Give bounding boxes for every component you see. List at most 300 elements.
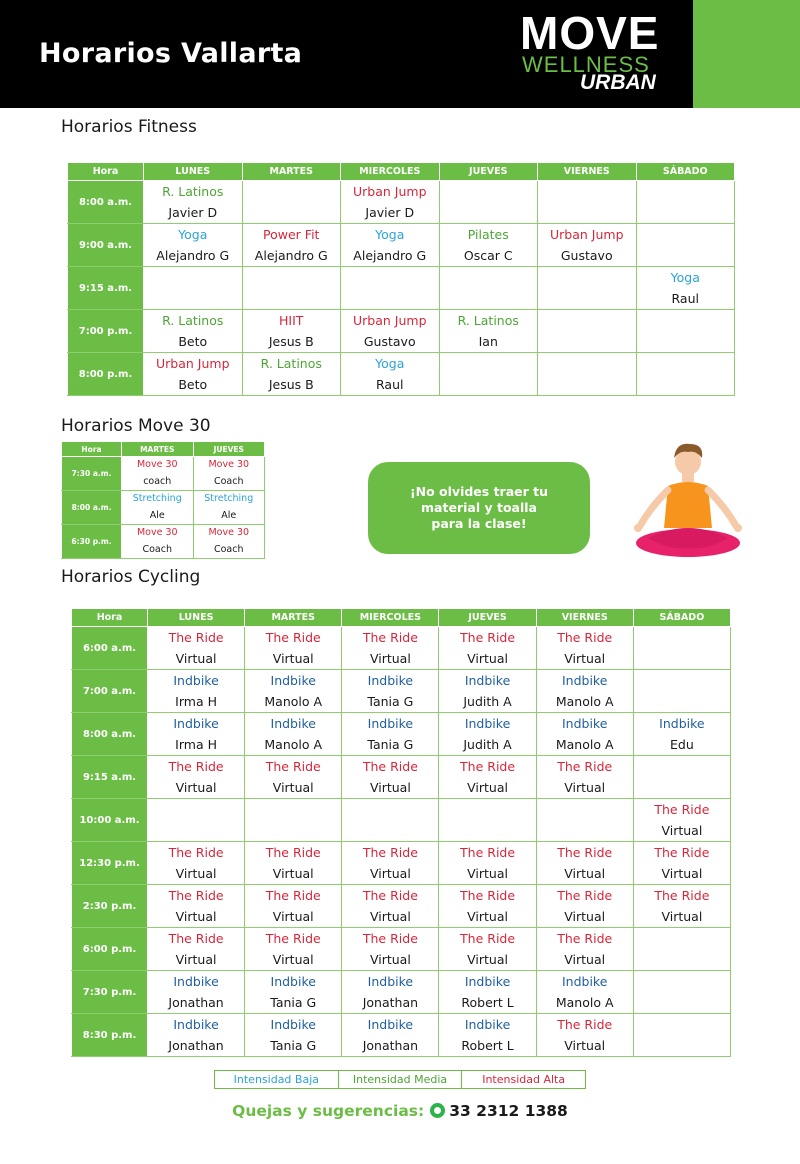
instructor-name — [245, 820, 341, 841]
instructor-name: Manolo A — [555, 737, 614, 752]
instructor-name: Beto — [178, 334, 208, 349]
class-name: The Ride — [557, 759, 613, 774]
instructor-name — [634, 949, 730, 970]
schedule-cell — [245, 627, 342, 670]
instructor-name — [439, 820, 535, 841]
class-name: The Ride — [168, 888, 224, 903]
instructor-name: Beto — [178, 377, 208, 392]
class-name — [637, 353, 735, 374]
class-name — [341, 267, 439, 288]
instructor-name: Irma H — [175, 737, 217, 752]
schedule-cell — [536, 799, 633, 842]
instructor-name: Manolo A — [555, 995, 614, 1010]
fitness-section-title: Horarios Fitness — [61, 117, 197, 137]
reminder-line-2: material y toalla — [421, 500, 537, 515]
instructor-name: Coach — [213, 475, 244, 487]
time-slot-label: 7:00 a.m. — [72, 670, 148, 713]
schedule-cell — [148, 713, 245, 756]
schedule-cell — [342, 971, 439, 1014]
schedule-cell — [144, 224, 243, 267]
schedule-cell — [342, 756, 439, 799]
schedule-cell — [341, 181, 440, 224]
schedule-cell — [439, 267, 538, 310]
instructor-name: Virtual — [564, 651, 606, 666]
schedule-cell — [148, 1014, 245, 1057]
schedule-cell — [122, 491, 194, 525]
page-title: Horarios Vallarta — [39, 38, 303, 69]
header-accent-block — [693, 0, 800, 108]
instructor-name: Virtual — [175, 651, 217, 666]
schedule-cell — [439, 799, 536, 842]
instructor-name: Javier D — [168, 205, 218, 220]
time-slot-label: 7:00 p.m. — [68, 310, 144, 353]
footer-phone[interactable]: 33 2312 1388 — [449, 1102, 568, 1120]
column-header: MARTES — [242, 163, 341, 181]
instructor-name: Virtual — [467, 866, 508, 881]
column-header: Hora — [72, 609, 148, 627]
class-name: The Ride — [362, 888, 418, 903]
instructor-name: Virtual — [175, 909, 217, 924]
class-name — [243, 267, 341, 288]
reminder-line-3: para la clase! — [431, 516, 527, 531]
move30-schedule-table — [61, 441, 265, 559]
schedule-cell — [148, 885, 245, 928]
instructor-name: Jonathan — [168, 1038, 224, 1053]
class-name: R. Latinos — [260, 356, 322, 371]
instructor-name: Virtual — [467, 651, 508, 666]
class-name: Indbike — [270, 673, 316, 688]
class-name — [538, 181, 636, 202]
column-header: VIERNES — [536, 609, 633, 627]
class-name: The Ride — [265, 888, 321, 903]
fitness-schedule-table — [67, 162, 735, 396]
schedule-cell — [245, 670, 342, 713]
column-header: JUEVES — [439, 163, 538, 181]
schedule-cell — [439, 627, 536, 670]
instructor-name — [538, 331, 636, 352]
class-name: Yoga — [178, 227, 208, 242]
schedule-cell — [342, 1014, 439, 1057]
footer-contact — [0, 1102, 800, 1120]
schedule-cell — [633, 842, 730, 885]
schedule-cell — [538, 224, 637, 267]
column-header: MARTES — [245, 609, 342, 627]
class-name: The Ride — [362, 759, 418, 774]
class-name — [538, 310, 636, 331]
instructor-name — [637, 202, 735, 223]
instructor-name — [637, 245, 735, 266]
class-name: The Ride — [557, 888, 613, 903]
schedule-cell — [242, 353, 341, 396]
class-name — [342, 799, 438, 820]
schedule-cell — [439, 353, 538, 396]
schedule-cell — [633, 627, 730, 670]
instructor-name — [537, 820, 633, 841]
schedule-cell — [538, 181, 637, 224]
instructor-name — [637, 374, 735, 395]
schedule-row — [62, 525, 265, 559]
class-name: Indbike — [173, 1017, 219, 1032]
instructor-name: Virtual — [272, 866, 314, 881]
brand-logo — [520, 7, 670, 100]
time-slot-label: 6:30 p.m. — [62, 525, 122, 559]
class-name: Indbike — [464, 716, 511, 731]
class-name: The Ride — [654, 845, 710, 860]
schedule-cell — [536, 1014, 633, 1057]
schedule-cell — [633, 713, 730, 756]
schedule-cell — [536, 670, 633, 713]
instructor-name — [538, 288, 636, 309]
schedule-cell — [342, 842, 439, 885]
instructor-name: Coach — [142, 543, 172, 555]
schedule-cell — [245, 1014, 342, 1057]
class-name: Urban Jump — [353, 313, 427, 328]
class-name — [634, 928, 730, 949]
instructor-name: Edu — [670, 737, 694, 752]
class-name: The Ride — [557, 845, 613, 860]
class-name: Indbike — [173, 716, 219, 731]
schedule-cell — [341, 267, 440, 310]
class-name — [634, 670, 730, 691]
schedule-cell — [122, 525, 194, 559]
schedule-cell — [148, 670, 245, 713]
instructor-name — [440, 288, 538, 309]
column-header: JUEVES — [439, 609, 536, 627]
instructor-name: Virtual — [272, 952, 314, 967]
instructor-name: Virtual — [369, 952, 411, 967]
class-name: Urban Jump — [353, 184, 427, 199]
time-slot-label: 9:15 a.m. — [72, 756, 148, 799]
schedule-row — [62, 457, 265, 491]
schedule-cell — [245, 928, 342, 971]
instructor-name — [243, 288, 341, 309]
time-slot-label: 7:30 p.m. — [72, 971, 148, 1014]
schedule-row — [68, 310, 735, 353]
class-name — [637, 224, 735, 245]
logo-move-text: MOVE — [520, 7, 660, 59]
time-slot-label: 12:30 p.m. — [72, 842, 148, 885]
schedule-cell — [538, 310, 637, 353]
schedule-cell — [439, 181, 538, 224]
class-name — [637, 310, 735, 331]
schedule-cell — [242, 267, 341, 310]
schedule-cell — [242, 224, 341, 267]
schedule-cell — [245, 799, 342, 842]
class-name — [440, 181, 538, 202]
time-slot-label: 6:00 a.m. — [72, 627, 148, 670]
time-slot-label: 8:30 p.m. — [72, 1014, 148, 1057]
footer-label: Quejas y sugerencias: — [232, 1102, 425, 1120]
schedule-cell — [342, 670, 439, 713]
cycling-section-title: Horarios Cycling — [61, 567, 201, 587]
class-name — [634, 971, 730, 992]
schedule-cell — [245, 971, 342, 1014]
instructor-name: Virtual — [175, 952, 217, 967]
schedule-row — [72, 928, 731, 971]
logo-wellness-text: WELLNESS — [522, 52, 650, 77]
instructor-name: Ian — [478, 334, 498, 349]
class-name: Yoga — [670, 270, 700, 285]
instructor-name — [144, 288, 242, 309]
schedule-cell — [633, 1014, 730, 1057]
class-name: The Ride — [168, 759, 224, 774]
schedule-cell — [193, 491, 265, 525]
schedule-cell — [242, 181, 341, 224]
schedule-cell — [148, 627, 245, 670]
schedule-cell — [636, 353, 735, 396]
logo-urban-text: URBAN — [580, 71, 656, 94]
column-header: JUEVES — [193, 442, 265, 457]
schedule-cell — [439, 971, 536, 1014]
instructor-name — [634, 1035, 730, 1056]
schedule-cell — [148, 971, 245, 1014]
column-header: LUNES — [144, 163, 243, 181]
class-name: Urban Jump — [156, 356, 230, 371]
class-name: Yoga — [375, 227, 405, 242]
class-name: Indbike — [561, 673, 608, 688]
class-name: Move 30 — [208, 527, 250, 538]
class-name: Indbike — [464, 673, 511, 688]
schedule-cell — [144, 310, 243, 353]
instructor-name: Manolo A — [264, 694, 323, 709]
schedule-row — [72, 799, 731, 842]
class-name: Indbike — [270, 1017, 316, 1032]
column-header: LUNES — [148, 609, 245, 627]
time-slot-label: 2:30 p.m. — [72, 885, 148, 928]
class-name: Indbike — [367, 974, 414, 989]
class-name — [243, 181, 341, 202]
column-header: MARTES — [122, 442, 194, 457]
schedule-row — [68, 224, 735, 267]
class-name — [637, 181, 735, 202]
schedule-cell — [148, 799, 245, 842]
instructor-name: Virtual — [564, 909, 606, 924]
schedule-cell — [536, 627, 633, 670]
schedule-cell — [439, 928, 536, 971]
class-name: The Ride — [460, 759, 516, 774]
time-slot-label: 8:00 a.m. — [62, 491, 122, 525]
instructor-name: Gustavo — [363, 334, 416, 349]
move30-section-title: Horarios Move 30 — [61, 416, 211, 436]
schedule-cell — [538, 353, 637, 396]
yoga-figure-illustration — [628, 438, 748, 562]
schedule-cell — [536, 928, 633, 971]
class-name: Indbike — [659, 716, 705, 731]
schedule-cell — [633, 928, 730, 971]
schedule-row — [72, 756, 731, 799]
instructor-name: Javier D — [365, 205, 415, 220]
schedule-cell — [342, 627, 439, 670]
schedule-cell — [636, 267, 735, 310]
schedule-cell — [122, 457, 194, 491]
class-name: Indbike — [270, 974, 316, 989]
class-name: The Ride — [654, 888, 710, 903]
schedule-cell — [636, 224, 735, 267]
schedule-cell — [439, 885, 536, 928]
instructor-name: Raul — [376, 377, 404, 392]
class-name: HIIT — [279, 313, 304, 328]
schedule-row — [72, 713, 731, 756]
instructor-name: Alejandro G — [254, 248, 328, 263]
class-name: Indbike — [561, 974, 608, 989]
class-name: Indbike — [367, 1017, 414, 1032]
instructor-name — [637, 331, 735, 352]
class-name: The Ride — [168, 931, 224, 946]
schedule-cell — [342, 799, 439, 842]
instructor-name: Tania G — [367, 694, 414, 709]
class-name — [538, 353, 636, 374]
time-slot-label: 9:15 a.m. — [68, 267, 144, 310]
instructor-name: Tania G — [367, 737, 414, 752]
class-name: Indbike — [464, 1017, 511, 1032]
legend-medium: Intensidad Media — [339, 1071, 463, 1088]
class-name: The Ride — [557, 1017, 613, 1032]
class-name: Indbike — [270, 716, 316, 731]
instructor-name — [538, 374, 636, 395]
class-name: The Ride — [362, 845, 418, 860]
schedule-row — [68, 353, 735, 396]
class-name: The Ride — [460, 630, 516, 645]
schedule-cell — [439, 1014, 536, 1057]
class-name — [148, 799, 244, 820]
instructor-name: Gustavo — [560, 248, 613, 263]
time-slot-label: 7:30 a.m. — [62, 457, 122, 491]
class-name: The Ride — [265, 845, 321, 860]
instructor-name: Irma H — [175, 694, 217, 709]
schedule-cell — [633, 799, 730, 842]
class-name: Indbike — [173, 673, 219, 688]
class-name: The Ride — [460, 888, 516, 903]
instructor-name: Robert L — [461, 1038, 514, 1053]
instructor-name: Virtual — [369, 651, 411, 666]
schedule-cell — [342, 928, 439, 971]
instructor-name: Virtual — [467, 780, 508, 795]
instructor-name — [148, 820, 244, 841]
class-name: Indbike — [464, 974, 511, 989]
class-name — [439, 799, 535, 820]
class-name — [440, 353, 538, 374]
schedule-cell — [245, 756, 342, 799]
class-name: R. Latinos — [162, 313, 224, 328]
schedule-row — [62, 491, 265, 525]
instructor-name — [538, 202, 636, 223]
class-name: Pilates — [467, 227, 509, 242]
instructor-name: Ale — [149, 509, 165, 521]
instructor-name: Virtual — [661, 909, 703, 924]
reminder-banner — [368, 462, 590, 554]
time-slot-label: 8:00 a.m. — [68, 181, 144, 224]
class-name: Yoga — [375, 356, 405, 371]
instructor-name: Tania G — [270, 995, 317, 1010]
column-header: Hora — [68, 163, 144, 181]
column-header: SÁBADO — [636, 163, 735, 181]
class-name: The Ride — [265, 630, 321, 645]
schedule-cell — [245, 713, 342, 756]
class-name: The Ride — [168, 845, 224, 860]
class-name: The Ride — [557, 931, 613, 946]
instructor-name: Virtual — [369, 866, 411, 881]
instructor-name: Jonathan — [362, 1038, 419, 1053]
legend-low: Intensidad Baja — [215, 1071, 339, 1088]
schedule-cell — [148, 928, 245, 971]
instructor-name — [243, 202, 341, 223]
instructor-name — [634, 992, 730, 1013]
time-slot-label: 9:00 a.m. — [68, 224, 144, 267]
instructor-name: Virtual — [564, 780, 606, 795]
column-header: SÁBADO — [633, 609, 730, 627]
class-name: Indbike — [367, 716, 414, 731]
class-name: Move 30 — [136, 459, 178, 470]
instructor-name: Virtual — [661, 866, 703, 881]
column-header: Hora — [62, 442, 122, 457]
schedule-cell — [636, 310, 735, 353]
schedule-row — [72, 1014, 731, 1057]
instructor-name — [440, 374, 538, 395]
schedule-cell — [633, 885, 730, 928]
instructor-name: Virtual — [467, 909, 508, 924]
instructor-name: Robert L — [461, 995, 514, 1010]
instructor-name: coach — [143, 475, 172, 487]
schedule-cell — [633, 971, 730, 1014]
time-slot-label: 8:00 p.m. — [68, 353, 144, 396]
instructor-name: Virtual — [175, 866, 217, 881]
class-name — [634, 1014, 730, 1035]
instructor-name — [634, 777, 730, 798]
class-name — [634, 756, 730, 777]
schedule-cell — [341, 310, 440, 353]
time-slot-label: 10:00 a.m. — [72, 799, 148, 842]
schedule-cell — [193, 525, 265, 559]
schedule-cell — [144, 181, 243, 224]
cycling-schedule-table — [71, 608, 731, 1057]
instructor-name: Virtual — [272, 909, 314, 924]
instructor-name: Virtual — [661, 823, 703, 838]
class-name: Urban Jump — [550, 227, 624, 242]
instructor-name: Alejandro G — [156, 248, 230, 263]
schedule-cell — [439, 756, 536, 799]
time-slot-label: 8:00 a.m. — [72, 713, 148, 756]
class-name: Stretching — [204, 493, 254, 504]
instructor-name: Jesus B — [268, 334, 314, 349]
class-name: R. Latinos — [457, 313, 519, 328]
class-name: The Ride — [168, 630, 224, 645]
instructor-name: Jonathan — [168, 995, 224, 1010]
instructor-name: Raul — [671, 291, 699, 306]
instructor-name: Virtual — [272, 780, 314, 795]
schedule-cell — [242, 310, 341, 353]
schedule-cell — [193, 457, 265, 491]
schedule-cell — [439, 310, 538, 353]
instructor-name: Virtual — [175, 780, 217, 795]
schedule-row — [72, 971, 731, 1014]
schedule-cell — [245, 885, 342, 928]
class-name — [440, 267, 538, 288]
instructor-name — [342, 820, 438, 841]
instructor-name: Judith A — [463, 694, 512, 709]
schedule-cell — [633, 670, 730, 713]
instructor-name: Virtual — [467, 952, 508, 967]
schedule-cell — [536, 885, 633, 928]
schedule-cell — [245, 842, 342, 885]
class-name: Power Fit — [263, 227, 320, 242]
instructor-name — [341, 288, 439, 309]
legend-high: Intensidad Alta — [482, 1073, 566, 1086]
instructor-name: Virtual — [564, 866, 606, 881]
schedule-cell — [439, 670, 536, 713]
instructor-name: Coach — [213, 543, 244, 555]
schedule-cell — [341, 353, 440, 396]
instructor-name: Virtual — [564, 1038, 606, 1053]
